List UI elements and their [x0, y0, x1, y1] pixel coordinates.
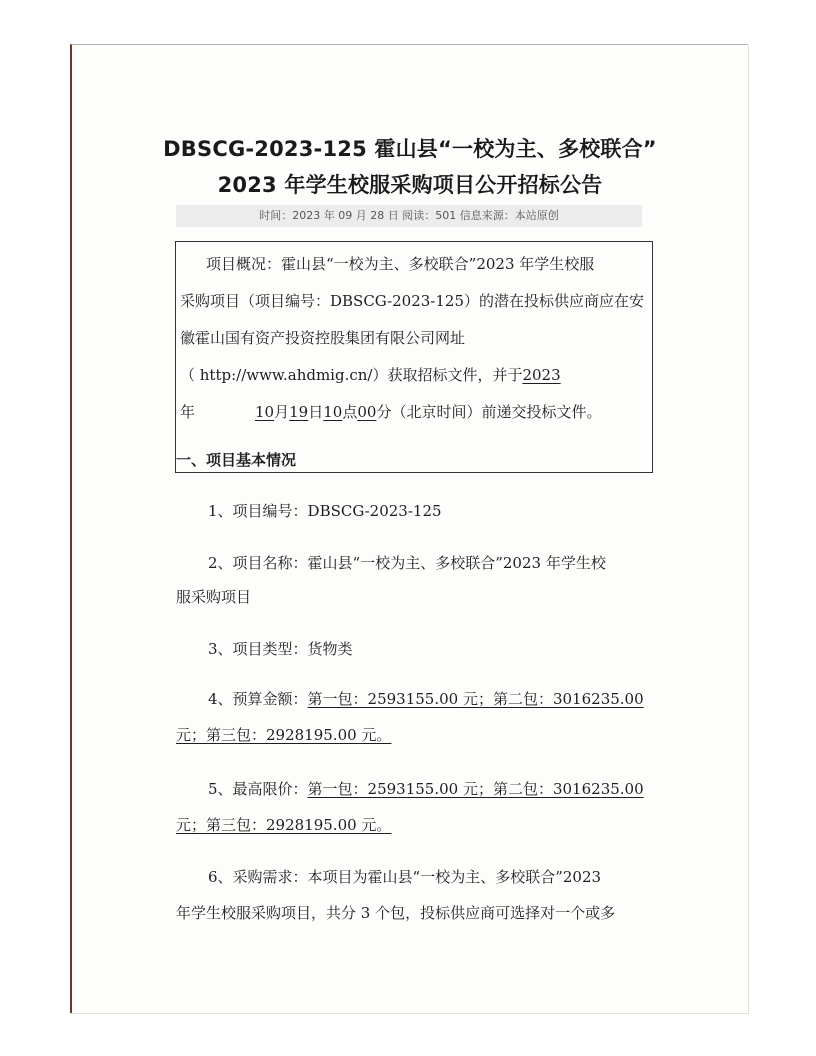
item-project-name: 2、项目名称：霍山县“一校为主、多校联合”2023 年学生校 — [208, 554, 606, 572]
page-title: DBSCG-2023-125 霍山县“一校为主、多校联合” — [163, 137, 657, 161]
budget-amount-cont: 元；第三包：2928195.00 元。 — [176, 726, 392, 744]
summary-line: 采购项目（项目编号：DBSCG-2023-125）的潜在投标供应商应在安 — [180, 292, 645, 310]
summary-line: 项目概况：霍山县“一校为主、多校联合”2023 年学生校服 — [206, 255, 595, 273]
item-project-number: 1、项目编号：DBSCG-2023-125 — [208, 502, 442, 520]
deadline-ri: 日 — [308, 403, 324, 421]
meta-info-bar: 时间：2023 年 09 月 28 日 阅读：501 信息来源：本站原创 — [176, 205, 642, 227]
deadline-minute: 00 — [357, 403, 377, 421]
item-project-type: 3、项目类型：货物类 — [208, 640, 353, 658]
summary-line — [180, 365, 561, 385]
max-price-amount: 第一包：2593155.00 元；第二包：3016235.00 — [307, 780, 644, 798]
max-price-amount-cont: 元；第三包：2928195.00 元。 — [176, 816, 392, 834]
page-title-line2: 2023 年学生校服采购项目公开招标公告 — [217, 173, 603, 197]
item-max-price — [208, 779, 644, 799]
deadline-day: 19 — [289, 403, 309, 421]
item-procurement-need: 6、采购需求：本项目为霍山县“一校为主、多校联合”2023 — [208, 868, 602, 886]
deadline-month: 10 — [255, 403, 275, 421]
deadline-year: 2023 — [522, 366, 561, 384]
deadline-yue: 月 — [274, 403, 290, 421]
summary-line — [180, 402, 601, 422]
document-page — [70, 44, 748, 1013]
item-budget — [208, 689, 644, 709]
deadline-hour: 10 — [323, 403, 343, 421]
deadline-dian: 点 — [342, 403, 358, 421]
deadline-nian: 年 — [180, 403, 196, 421]
section-heading: 一、项目基本情况 — [176, 451, 297, 469]
item-project-name-cont: 服采购项目 — [176, 588, 252, 606]
budget-label: 4、预算金额： — [208, 690, 308, 708]
website-link-text: （ http://www.ahdmig.cn/）获取招标文件，并于 — [180, 366, 523, 384]
deadline-rest: 分（北京时间）前递交投标文件。 — [376, 403, 602, 421]
project-summary-box — [175, 241, 653, 473]
summary-line: 徽霍山国有资产投资控股集团有限公司网址 — [180, 329, 466, 347]
budget-amount: 第一包：2593155.00 元；第二包：3016235.00 — [307, 690, 644, 708]
max-price-label: 5、最高限价： — [208, 780, 308, 798]
item-procurement-need-cont: 年学生校服采购项目，共分 3 个包，投标供应商可选择对一个或多 — [176, 904, 616, 922]
